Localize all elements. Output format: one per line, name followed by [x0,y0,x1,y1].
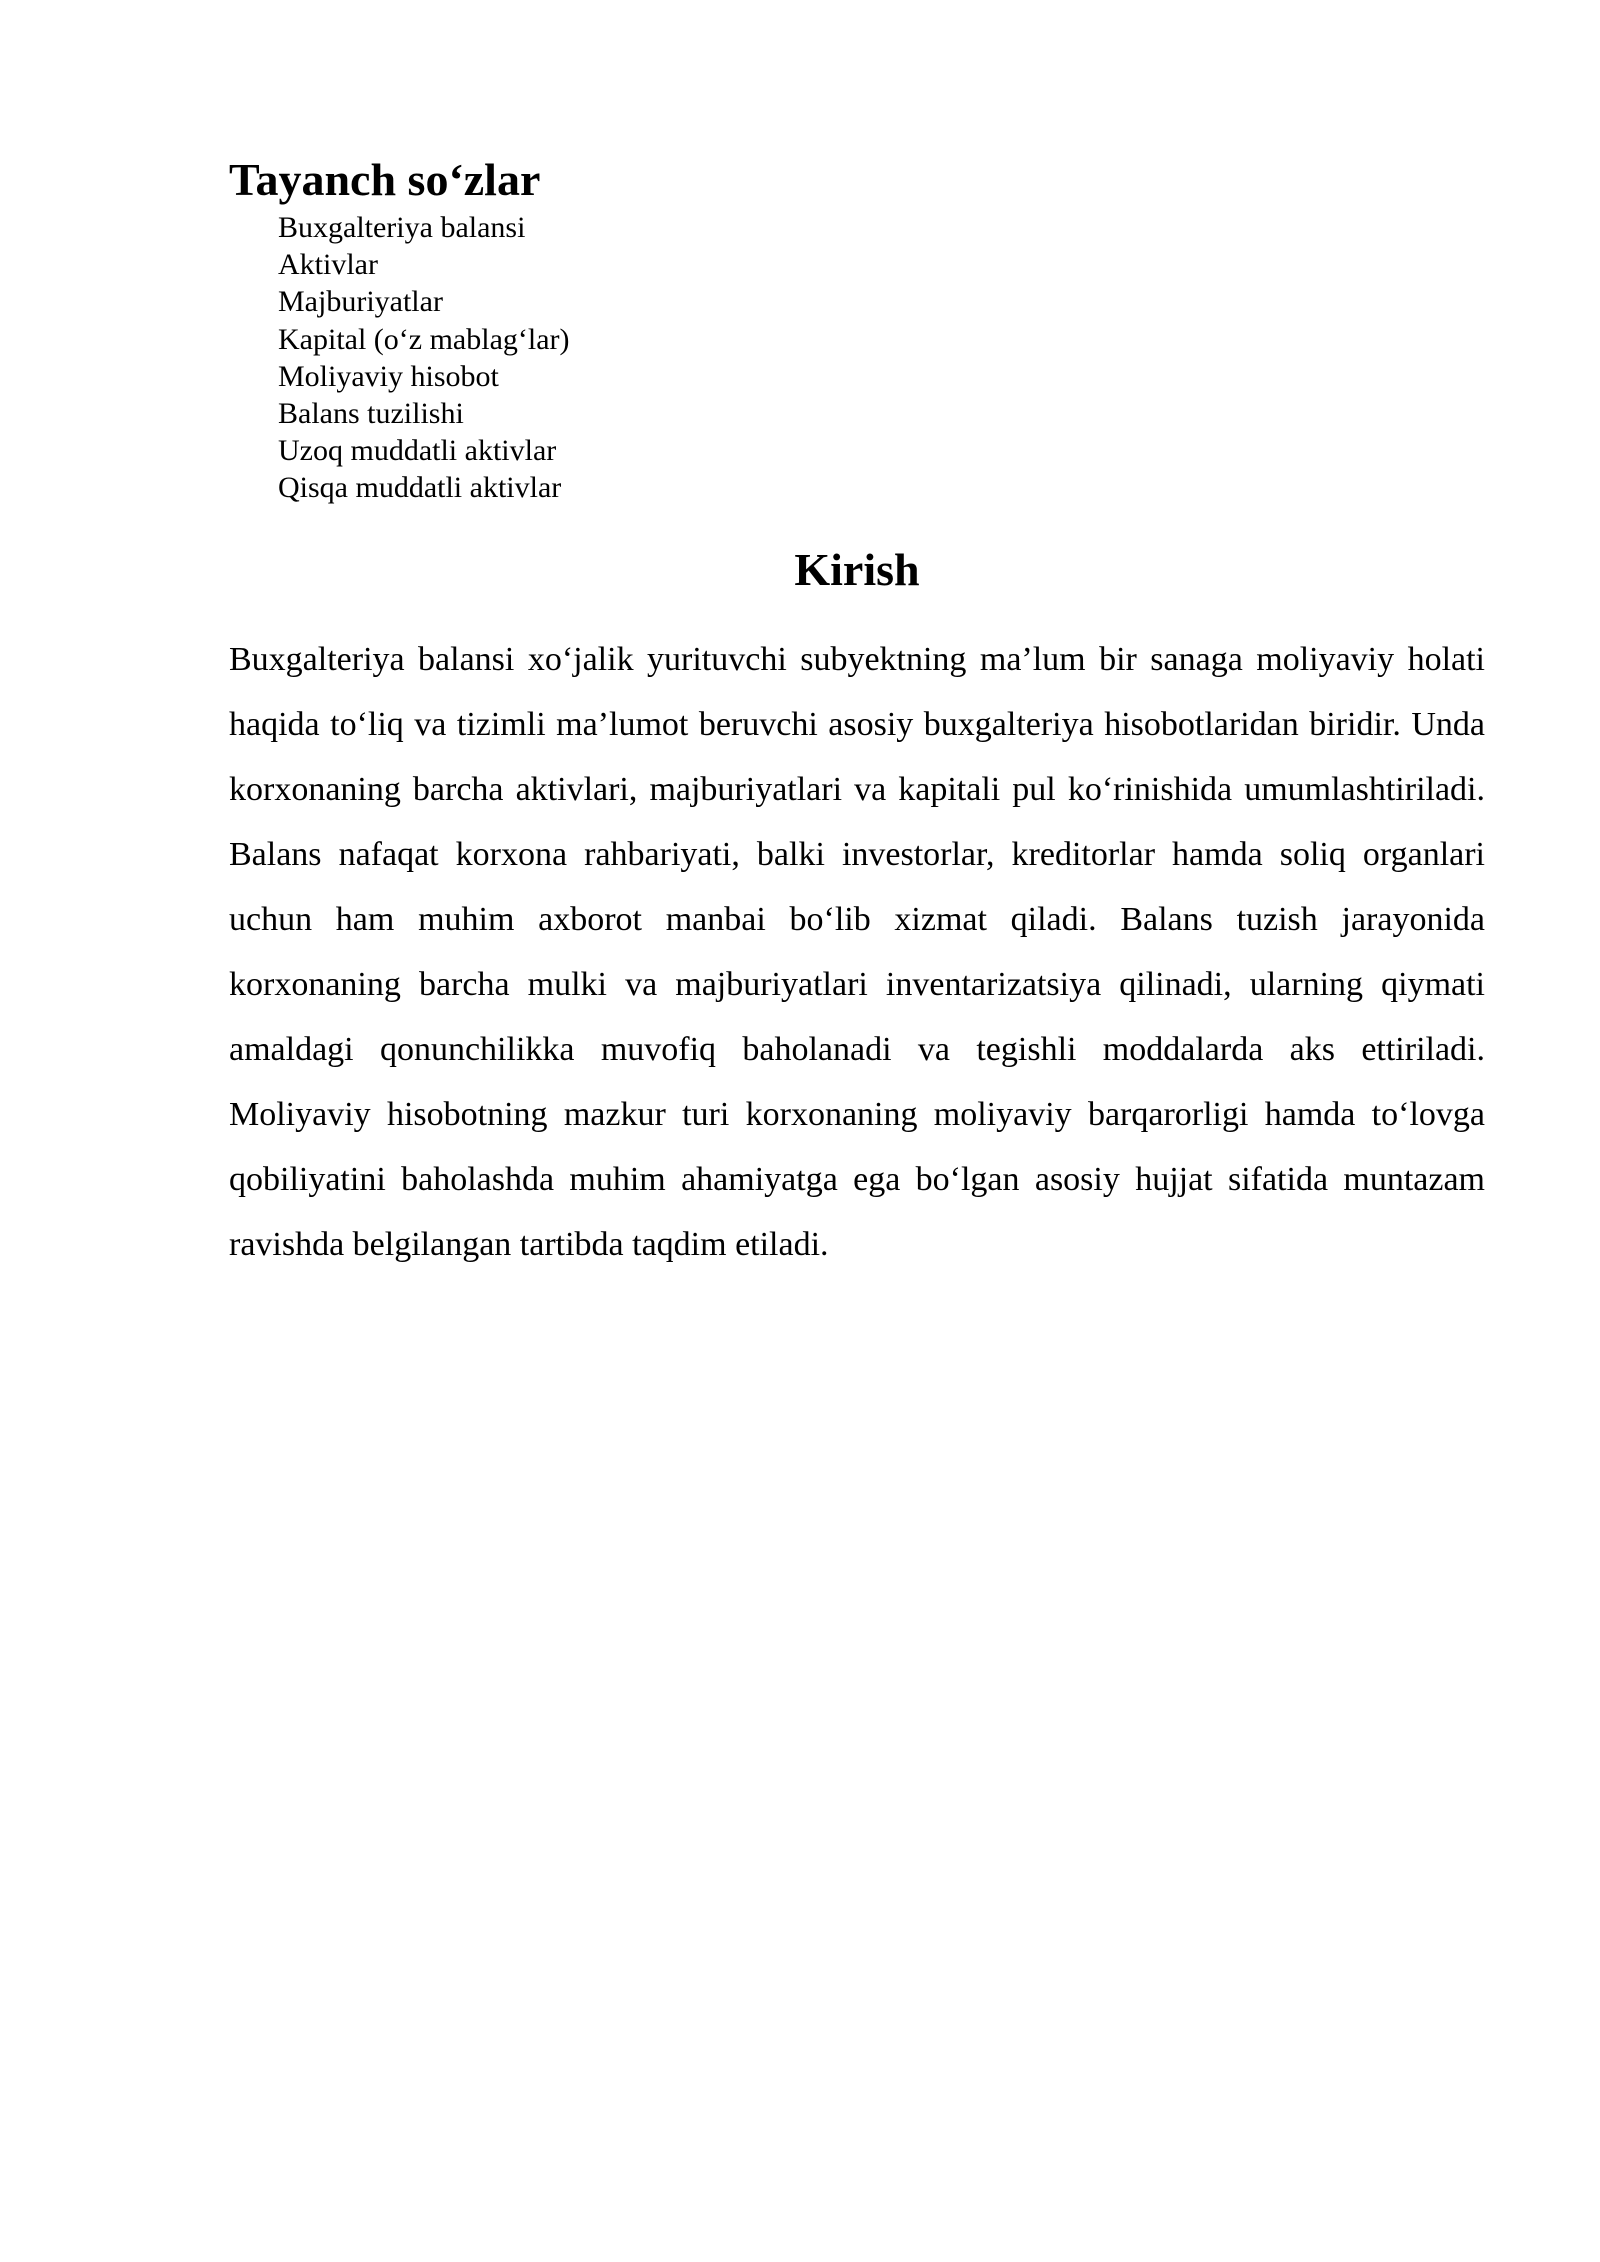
keyword-item: Majburiyatlar [278,285,443,319]
keywords-heading: Tayanch so‘zlar [229,154,541,205]
keyword-item: Balans tuzilishi [278,397,464,431]
keyword-item: Moliyaviy hisobot [278,359,499,393]
intro-paragraph: Buxgalteriya balansi xo‘jalik yurituvchi subyektning ma’lum bir sanaga moliyaviy holati haqida to‘liq va tizimli ma’lumot beruvchi asosiy buxgalteriya hisobotlaridan biridir. Unda korxonaning barcha aktivlari, majburiyatlari va kapitali pul ko‘rinishida umumlashtiriladi. Balans nafaqat korxona rahbariyati, balki investorlar, kreditorlar hamda soliq organlari uchun ham muhim axborot manbai bo‘lib xizmat qiladi. Balans tuzish jarayonida korxonaning barcha mulki va majburiyatlari inventarizatsiya qilinadi, ularning qiymati amaldagi qonunchilikka muvofiq baholanadi va tegishli moddalarda aks ettiriladi. Moliyaviy hisobotning mazkur turi korxonaning moliyaviy barqarorligi hamda to‘lovga qobiliyatini baholashda muhim ahamiyatga ega bo‘lgan asosiy hujjat sifatida muntazam ravishda belgilangan tartibda taqdim etiladi. [229,641,1485,1263]
keyword-item: Kapital (o‘z mablag‘lar) [278,322,570,356]
intro-heading: Kirish [794,544,920,595]
keyword-item: Uzoq muddatli aktivlar [278,434,557,468]
keywords-list [278,209,570,507]
keyword-item: Buxgalteriya balansi [278,211,526,244]
keyword-item: Aktivlar [278,248,378,282]
keyword-item: Qisqa muddatli aktivlar [278,471,562,505]
